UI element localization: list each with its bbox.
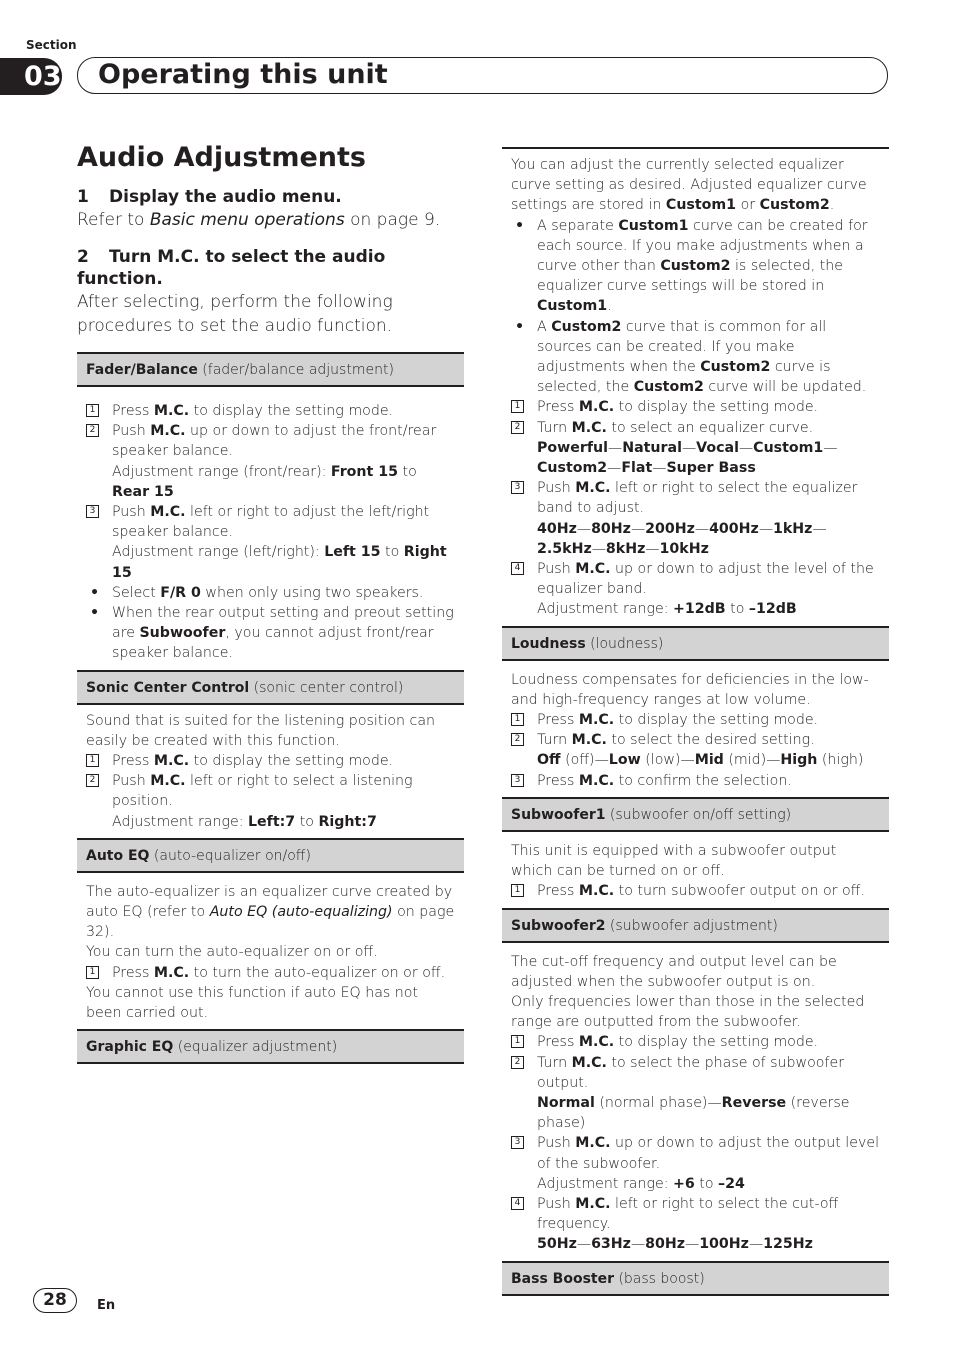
list-item: 2 Turn M.C. to select the phase of subwoofer output. Normal (normal phase)—Reverse (reverse phase) — [511, 1053, 880, 1134]
list-item: 3 Push M.C. up or down to adjust the output level of the subwoofer. Adjustment range: +6 to –24 — [511, 1133, 880, 1194]
list-item: 1 Press M.C. to display the setting mode. — [511, 710, 880, 730]
chapter-title: Operating this unit — [77, 57, 888, 94]
language-label: En — [97, 1298, 116, 1313]
section-number-badge: 03 — [0, 58, 62, 95]
step-1-heading: 1 Display the audio menu. — [77, 187, 342, 207]
subwoofer2-heading: Subwoofer2 (subwoofer adjustment) — [502, 908, 889, 943]
list-item: 3 Press M.C. to confirm the selection. — [511, 771, 880, 791]
bullet-item: • A Custom2 curve that is common for all sources can be created. If you make adjustments when the Custom2 curve is selected, the Custom2 curve will be updated. — [515, 318, 867, 396]
auto-eq-content: The auto-equalizer is an equalizer curve created by auto EQ (refer to Auto EQ (auto-equalizing) on page 32). You can turn the auto-equalizer on or off. 1 Press M.C. to turn the auto-equalizer on or off. You cannot use this function if auto EQ has not been carried out. — [86, 883, 455, 1022]
page-title: Audio Adjustments — [77, 142, 366, 173]
list-item: 1 Press M.C. to turn subwoofer output on or off. — [511, 881, 880, 901]
section-label: Section — [26, 38, 77, 52]
sonic-center-heading: Sonic Center Control (sonic center control) — [77, 670, 464, 705]
step-2-body: After selecting, perform the following procedures to set the audio function. — [77, 292, 393, 336]
bass-booster-heading: Bass Booster (bass boost) — [502, 1261, 889, 1296]
list-item: 1 Press M.C. to display the setting mode. — [86, 751, 455, 771]
list-item: 1 Press M.C. to display the setting mode. — [86, 401, 455, 421]
list-item: 2 Push M.C. left or right to select a listening position. Adjustment range: Left:7 to Right:7 — [86, 771, 455, 832]
bullet-item: • When the rear output setting and preout setting are Subwoofer, you cannot adjust front/rear speaker balance. — [90, 605, 454, 662]
subwoofer2-content: The cut-off frequency and output level can be adjusted when the subwoofer output is on. Only frequencies lower than those in the selected range are outputted from the subwoofer. 1 Press M.C. to display the setting mode. 2 Turn M.C. to select the phase of subwoofer output. Normal (normal phase)—Reverse (reverse phase) 3 Push M.C. up or down to adjust the output level of the subwoofer. Adjustment range: +6 to –24 4 Push M.C. left or right to select the cut-off frequency. 50Hz—63Hz—80Hz—100Hz—125Hz — [502, 943, 889, 1261]
loudness-heading: Loudness (loudness) — [502, 626, 889, 661]
graphic-eq-content: You can adjust the currently selected equalizer curve setting as desired. Adjusted equalizer curve settings are stored in Custom1 or Custom2. • A separate Custom1 curve can be created for each source. If you make adjustments when a curve other than Custom2 is selected, the equalizer curve settings will be stored in Custom1. • A Custom2 curve that is common for all sources can be created. If you make adjustments when the Custom2 curve is selected, the Custom2 curve will be updated. 1 Press M.C. to display the setting mode. 2 Turn M.C. to select an equalizer curve. Powerful—Natural—Vocal—Custom1—Custom2—Flat—Super Bass 3 Push M.C. left or right to select the equalizer band to adjust. 40Hz—80Hz—200Hz—400Hz—1kHz—2.5kHz—8kHz—10kHz 4 Push M.C. up or down to adjust the level of the equalizer band. Adjustment range: +12dB to –12dB — [502, 149, 889, 626]
list-item: 3 Push M.C. left or right to adjust the left/right speaker balance. Adjustment range (left/right): Left 15 to Right 15 — [86, 502, 455, 583]
list-item: 4 Push M.C. left or right to select the cut-off frequency. 50Hz—63Hz—80Hz—100Hz—125Hz — [511, 1194, 880, 1255]
auto-eq-heading: Auto EQ (auto-equalizer on/off) — [77, 838, 464, 873]
left-column — [77, 140, 464, 1064]
right-column — [502, 147, 889, 1296]
step-2-heading: 2 Turn M.C. to select the audio function. — [77, 247, 386, 289]
page-number: 28 — [33, 1288, 77, 1313]
list-item: 3 Push M.C. left or right to select the equalizer band to adjust. 40Hz—80Hz—200Hz—400Hz—1kHz—2.5kHz—8kHz—10kHz — [511, 478, 880, 559]
list-item: 1 Press M.C. to display the setting mode. — [511, 1032, 880, 1052]
subwoofer1-heading: Subwoofer1 (subwoofer on/off setting) — [502, 797, 889, 832]
fader-balance-content — [77, 387, 464, 670]
list-item: 2 Push M.C. up or down to adjust the front/rear speaker balance. Adjustment range (front/rear): Front 15 to Rear 15 — [86, 421, 455, 502]
list-item: 4 Push M.C. up or down to adjust the level of the equalizer band. Adjustment range: +12dB to –12dB — [511, 559, 880, 620]
subwoofer1-content: This unit is equipped with a subwoofer output which can be turned on or off. 1 Press M.C. to turn subwoofer output on or off. — [502, 832, 889, 908]
list-item: 1 Press M.C. to display the setting mode. — [511, 397, 880, 417]
list-item: 1 Press M.C. to turn the auto-equalizer on or off. — [86, 963, 455, 983]
graphic-eq-heading: Graphic EQ (equalizer adjustment) — [77, 1029, 464, 1064]
list-item: 2 Turn M.C. to select the desired setting. Off (off)—Low (low)—Mid (mid)—High (high) — [511, 730, 880, 770]
bullet-item: • Select F/R 0 when only using two speakers. — [90, 584, 424, 601]
loudness-content: Loudness compensates for deficiencies in the low- and high-frequency ranges at low volume. 1 Press M.C. to display the setting mode. 2 Turn M.C. to select the desired setting. Off (off)—Low (low)—Mid (mid)—High (high) 3 Press M.C. to confirm the selection. — [502, 661, 889, 797]
sonic-center-content: Sound that is suited for the listening position can easily be created with this function. 1 Press M.C. to display the setting mode. 2 Push M.C. left or right to select a listening position. Adjustment range: Left:7 to Right:7 — [77, 705, 464, 838]
step-1-body: Refer to Basic menu operations on page 9. — [77, 210, 441, 230]
bullet-item: • A separate Custom1 curve can be created for each source. If you make adjustments when a curve other than Custom2 is selected, the equalizer curve settings will be stored in Custom1. — [515, 217, 868, 315]
list-item: 2 Turn M.C. to select an equalizer curve. Powerful—Natural—Vocal—Custom1—Custom2—Flat—Super Bass — [511, 418, 880, 479]
fader-balance-heading: Fader/Balance (fader/balance adjustment) — [77, 352, 464, 387]
